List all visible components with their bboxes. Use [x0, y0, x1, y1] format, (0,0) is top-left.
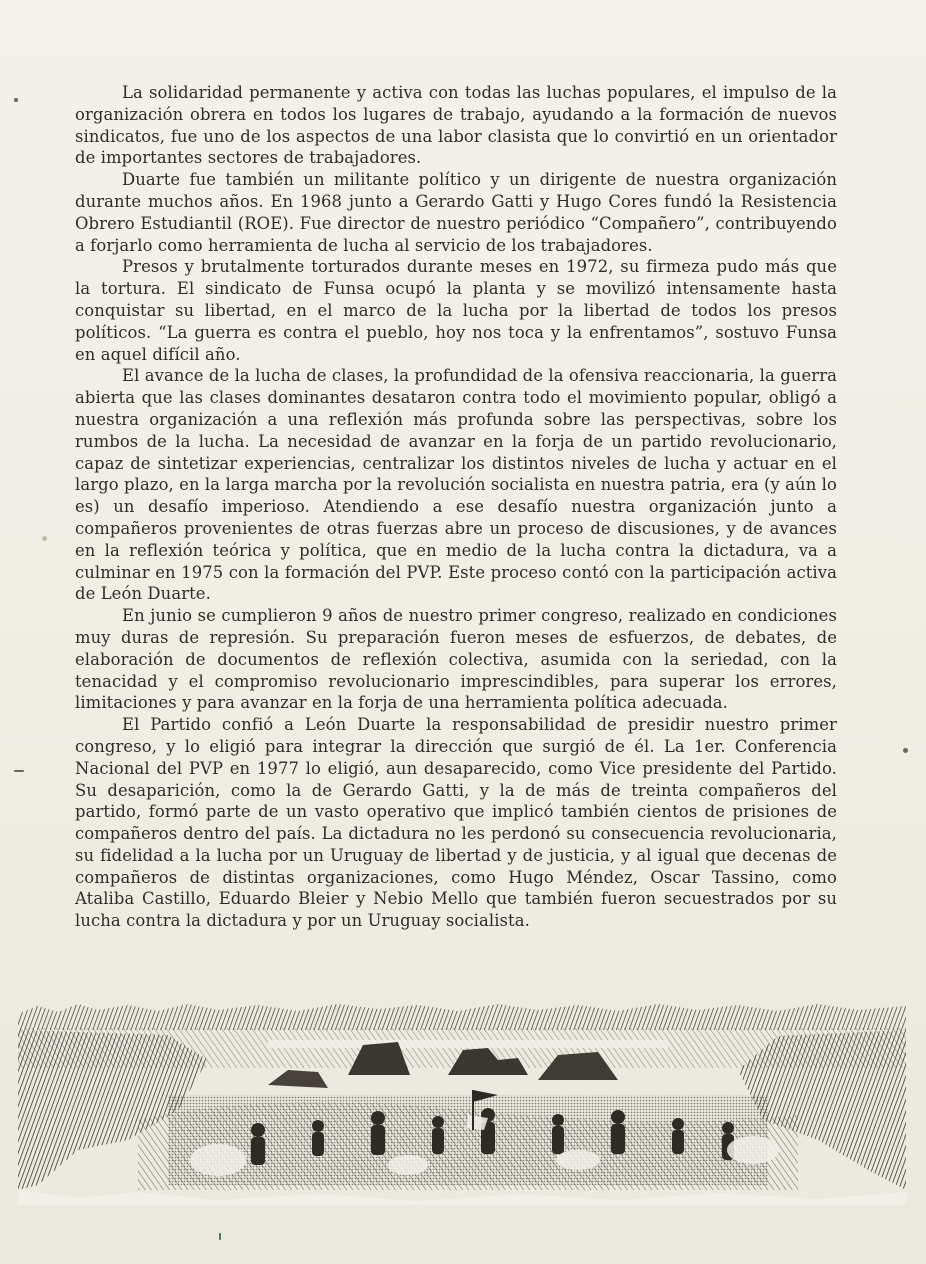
woodcut-crowd-illustration-icon	[18, 1000, 906, 1205]
paragraph: Presos y brutalmente torturados durante meses en 1972, su firmeza pudo más que la tortura. El sindicato de Funsa ocupó la planta y se movilizó intensamente hasta conquistar su libertad, en el marco de la lucha por la libertad de todos los presos políticos. “La guerra es contra el pueblo, hoy nos toca y la enfrentamos”, sostuvo Funsa en aquel difícil año.	[75, 257, 837, 364]
paragraph: La solidaridad permanente y activa con todas las luchas populares, el impulso de la organización obrera en todos los lugares de trabajo, ayudando a la formación de nuevos sindicatos, fue uno de los aspectos de una labor clasista que lo convirtió en un orientador de importantes sectores de trabajadores.	[75, 83, 837, 168]
paragraph: Duarte fue también un militante político y un dirigente de nuestra organización durante muchos años. En 1968 junto a Gerardo Gatti y Hugo Cores fundó la Resistencia Obrero Estudiantil (ROE). Fue director de nuestro periódico “Compañero”, contribuyendo a forjarlo como herramienta de lucha al servicio de los trabajadores.	[75, 170, 837, 255]
ink-speck	[42, 536, 47, 541]
ink-speck	[14, 770, 24, 772]
ink-speck	[14, 98, 18, 102]
article-body	[75, 82, 837, 932]
ink-speck	[903, 748, 908, 753]
paragraph: En junio se cumplieron 9 años de nuestro primer congreso, realizado en condiciones muy duras de represión. Su preparación fueron meses de esfuerzos, de debates, de elaboración de documentos de reflexión colectiva, asumida con la seriedad, con la tenacidad y el compromiso revolucionario imprescindibles, para superar los errores, limitaciones y para avanzar en la forja de una herramienta política adecuada.	[75, 606, 837, 713]
ink-speck	[219, 1233, 221, 1240]
paragraph: El Partido confió a León Duarte la responsabilidad de presidir nuestro primer congreso, y lo eligió para integrar la dirección que surgió de él. La 1er. Conferencia Nacional del PVP en 1977 lo eligió, aun desaparecido, como Vice presidente del Partido. Su desaparición, como la de Gerardo Gatti, y la de más de treinta compañeros del partido, formó parte de un vasto operativo que implicó también cientos de prisiones de compañeros dentro del país. La dictadura no les perdonó su consecuencia revolucionaria, su fidelidad a la lucha por un Uruguay de libertad y de justicia, y al igual que decenas de compañeros de distintas organizaciones, como Hugo Méndez, Oscar Tassino, como Ataliba Castillo, Eduardo Bleier y Nebio Mello que también fueron secuestrados por su lucha contra la dictadura y por un Uruguay socialista.	[75, 715, 837, 931]
paragraph: El avance de la lucha de clases, la profundidad de la ofensiva reaccionaria, la guerra abierta que las clases dominantes desataron contra todo el movimiento popular, obligó a nuestra organización a una reflexión más profunda sobre las perspectivas, sobre los rumbos de la lucha. La necesidad de avanzar en la forja de un partido revolucionario, capaz de sintetizar experiencias, centralizar los distintos niveles de lucha y actuar en el largo plazo, en la larga marcha por la revolución socialista en nuestra patria, era (y aún lo es) un desafío imperioso. Atendiendo a ese desafío nuestra organización junto a compañeros provenientes de otras fuerzas abre un proceso de discusiones, y de avances en la reflexión teórica y política, que en medio de la lucha contra la dictadura, va a culminar en 1975 con la formación del PVP. Este proceso contó con la participación activa de León Duarte.	[75, 366, 837, 604]
